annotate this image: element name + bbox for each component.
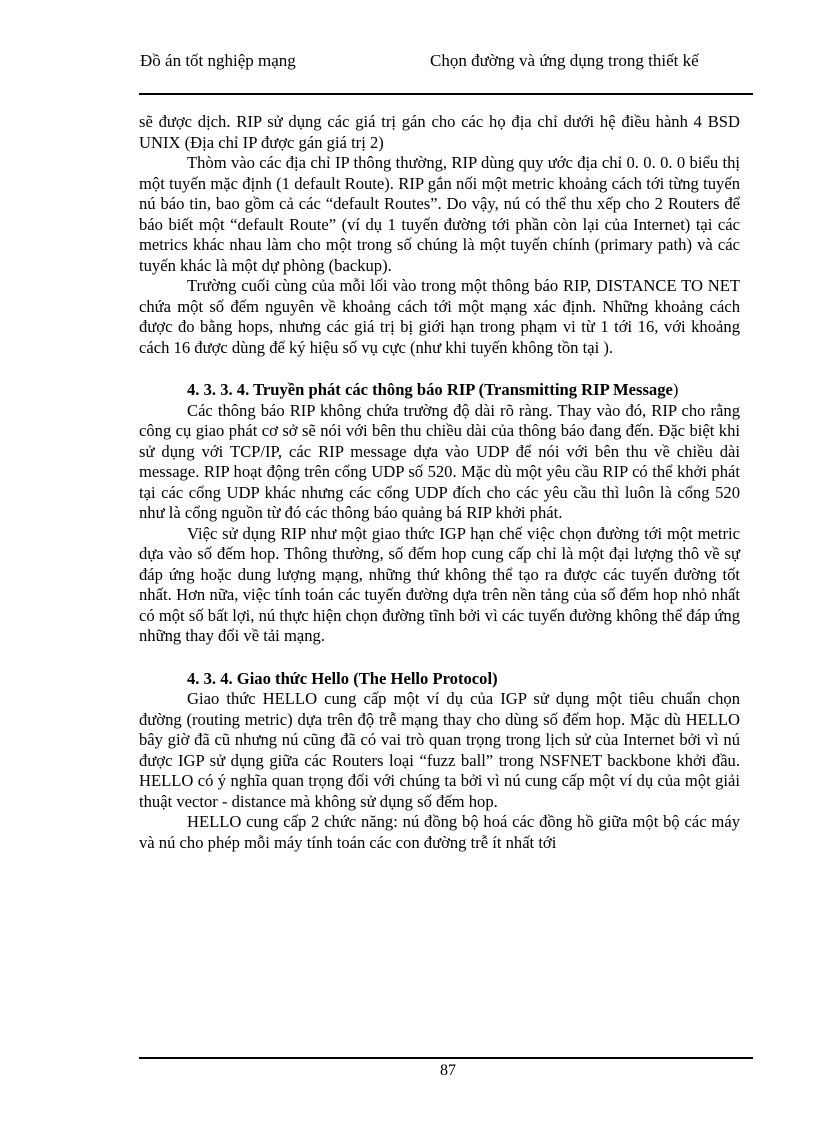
paragraph-rip-limitations: Việc sử dụng RIP như một giao thức IGP hạn chế việc chọn đường tới một metric dựa vào số đếm hop. Thông thường, số đếm hop cung cấp chỉ là một đại lượng thô về sự đáp ứng hoặc dung lượng mạng, những thứ không thể tạo ra được các tuyến đường tốt nhất. Hơn nữa, việc tính toán các tuyến đường dựa trên nền tảng của số đếm hop nhỏ nhất có một số bất lợi, nú thực hiện chọn đường tĩnh bởi vì các tuyến đường không thể đáp ứng những thay đổi về tải mạng.	[139, 523, 740, 645]
page-number: 87	[440, 1062, 456, 1079]
section-heading-transmitting-rip	[139, 380, 740, 401]
section-gap	[139, 358, 740, 380]
paragraph-hello-functions: HELLO cung cấp 2 chức năng: nú đồng bộ hoá các đồng hồ giữa một bộ các máy và nú cho phép mỗi máy tính toán các con đường trễ ít nhất tới	[139, 812, 740, 852]
heading-close-paren: )	[672, 380, 679, 399]
section-heading-hello-protocol: 4. 3. 4. Giao thức Hello (The Hello Protocol)	[187, 668, 498, 688]
paragraph-rip-message-length: Các thông báo RIP không chứa trường độ dài rõ ràng. Thay vào đó, RIP cho rằng công cụ giao phát cơ sở sẽ nói với bên thu chiều dài của thông báo đang đến. Đặc biệt khi sử dụng với TCP/IP, các RIP message dựa vào UDP để nói với bên thu về chiều dài message. RIP hoạt động trên cổng UDP số 520. Mặc dù một yêu cầu RIP có thể khởi phát tại các cổng UDP khác nhưng các cổng UDP đích cho các yêu cầu thì luôn là cổng 520 như là cổng nguồn từ đó các thông báo quảng bá RIP khởi phát.	[139, 400, 740, 522]
paragraph-distance-to-net: Trường cuối cùng của mỗi lối vào trong một thông báo RIP, DISTANCE TO NET chứa một số đếm nguyên về khoảng cách tới một mạng xác định. Những khoảng cách được đo bằng hops, nhưng các giá trị bị giới hạn trong phạm vi từ 1 tới 16, với khoảng cách 16 được dùng để ký hiệu số vụ cực (như khi tuyến không tồn tại ).	[139, 276, 740, 357]
paragraph-default-route: Thòm vào các địa chỉ IP thông thường, RIP dùng quy ước địa chỉ 0. 0. 0. 0 biểu thị một tuyến mặc định (1 default Route). RIP gắn nối một metric khoảng cách tới từng tuyến nú báo tin, bao gồm cả các “default Routes”. Do vậy, nú có thể thu xếp cho 2 Routers để báo biết một “default Route” (ví dụ 1 tuyến đường tới phần còn lại của Internet) tại các metrics khác nhau làm cho một trong số chúng là một tuyến chính (primary path) và các tuyến khác là một dự phòng (backup).	[139, 153, 740, 275]
heading-bold-part: 4. 3. 3. 4. Truyền phát các thông báo RIP	[187, 380, 475, 399]
section-gap	[139, 647, 740, 669]
heading-tail-part: (Transmitting RIP	[474, 380, 613, 399]
header-divider	[139, 93, 753, 95]
header-chapter-title: Chọn đường và ứng dụng trong thiết kế	[430, 51, 699, 70]
footer-divider	[139, 1057, 753, 1059]
paragraph-rip-address-family: sẽ được dịch. RIP sử dụng các giá trị gán cho các họ địa chỉ dưới hệ điều hành 4 BSD UNIX (Địa chỉ IP được gán giá trị 2)	[139, 112, 740, 152]
heading-bold-message: Message	[612, 380, 673, 399]
page-body	[139, 112, 740, 853]
header-document-title: Đồ án tốt nghiệp mạng	[140, 51, 296, 70]
paragraph-hello-overview: Giao thức HELLO cung cấp một ví dụ của IGP sử dụng một tiêu chuẩn chọn đường (routing metric) dựa trên độ trễ mạng thay cho dùng số đếm hop. Mặc dù HELLO bây giờ đã cũ nhưng nú cũng đã có vai trò quan trọng trong lịch sử của Internet bởi vì nú được IGP sử dụng giữa các Routers loại “fuzz ball” trong NSFNET backbone khởi đầu. HELLO có ý nghĩa quan trọng đối với chúng ta bởi vì nú cung cấp một ví dụ của một giải thuật vector - distance mà không sử dụng số đếm hop.	[139, 689, 740, 811]
